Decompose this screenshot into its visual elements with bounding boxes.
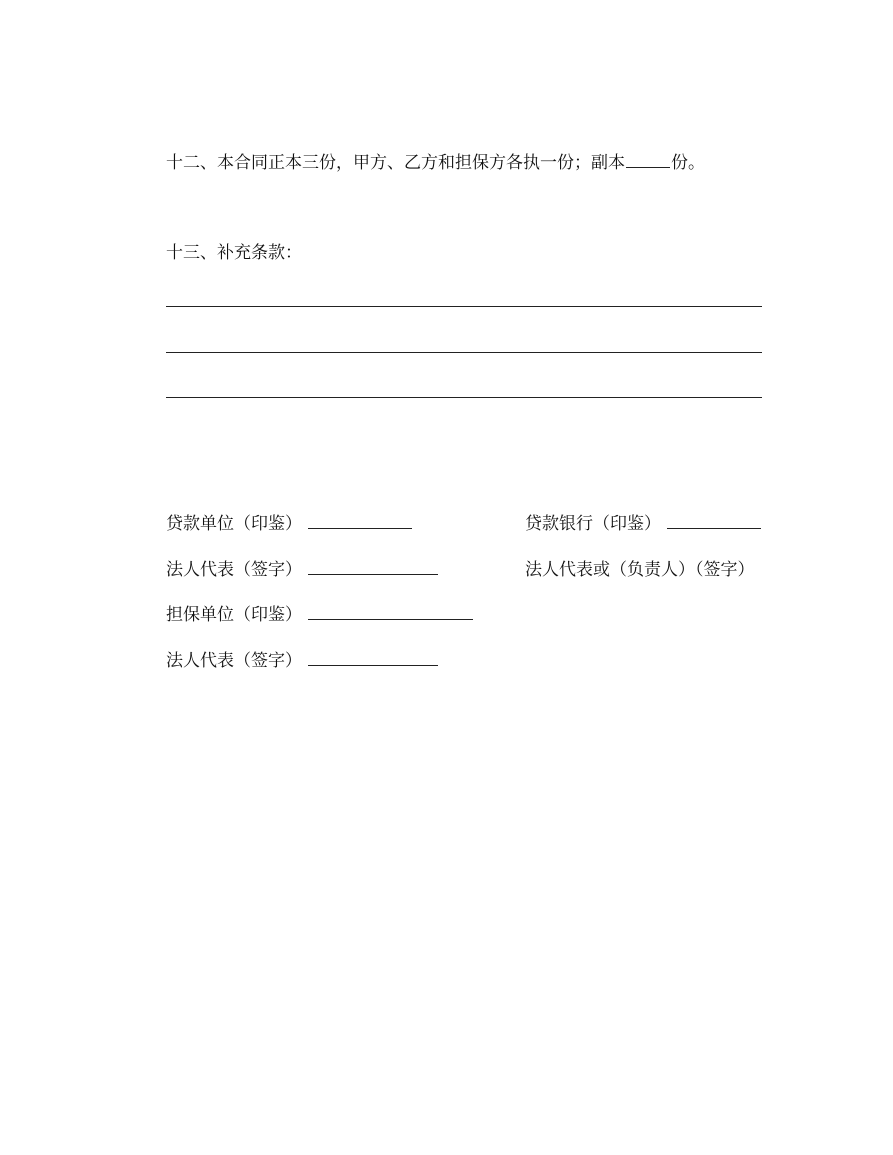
borrower-legal-rep-blank[interactable] xyxy=(308,562,438,575)
copies-count-blank[interactable] xyxy=(626,155,670,168)
clause-13-heading: 十三、补充条款： xyxy=(166,243,302,263)
supplementary-line-3[interactable] xyxy=(166,397,762,398)
clause-12-paragraph xyxy=(166,155,705,172)
borrower-legal-rep-label: 法人代表（签字） xyxy=(166,560,302,580)
guarantor-unit-label: 担保单位（印鉴） xyxy=(166,605,302,625)
lending-bank-seal-blank[interactable] xyxy=(667,516,761,529)
borrower-unit-signature-row xyxy=(166,516,412,533)
guarantor-unit-seal-blank[interactable] xyxy=(308,607,473,620)
supplementary-line-2[interactable] xyxy=(166,352,762,353)
guarantor-legal-rep-signature-row xyxy=(166,653,438,670)
guarantor-legal-rep-label: 法人代表（签字） xyxy=(166,651,302,671)
borrower-unit-label: 贷款单位（印鉴） xyxy=(166,514,302,534)
lending-bank-signature-row xyxy=(525,516,761,533)
bank-legal-rep-signature-row xyxy=(525,562,755,579)
lending-bank-label: 贷款银行（印鉴） xyxy=(525,514,661,534)
borrower-unit-seal-blank[interactable] xyxy=(308,516,412,529)
guarantor-legal-rep-blank[interactable] xyxy=(308,653,438,666)
guarantor-unit-signature-row xyxy=(166,607,473,624)
clause-12-text: 十二、本合同正本三份，甲方、乙方和担保方各执一份；副本 xyxy=(166,153,625,173)
supplementary-line-1[interactable] xyxy=(166,306,762,307)
borrower-legal-rep-signature-row xyxy=(166,562,438,579)
clause-12-text-end: 份。 xyxy=(671,153,705,173)
bank-legal-rep-label: 法人代表或（负责人）（签字） xyxy=(525,560,755,580)
